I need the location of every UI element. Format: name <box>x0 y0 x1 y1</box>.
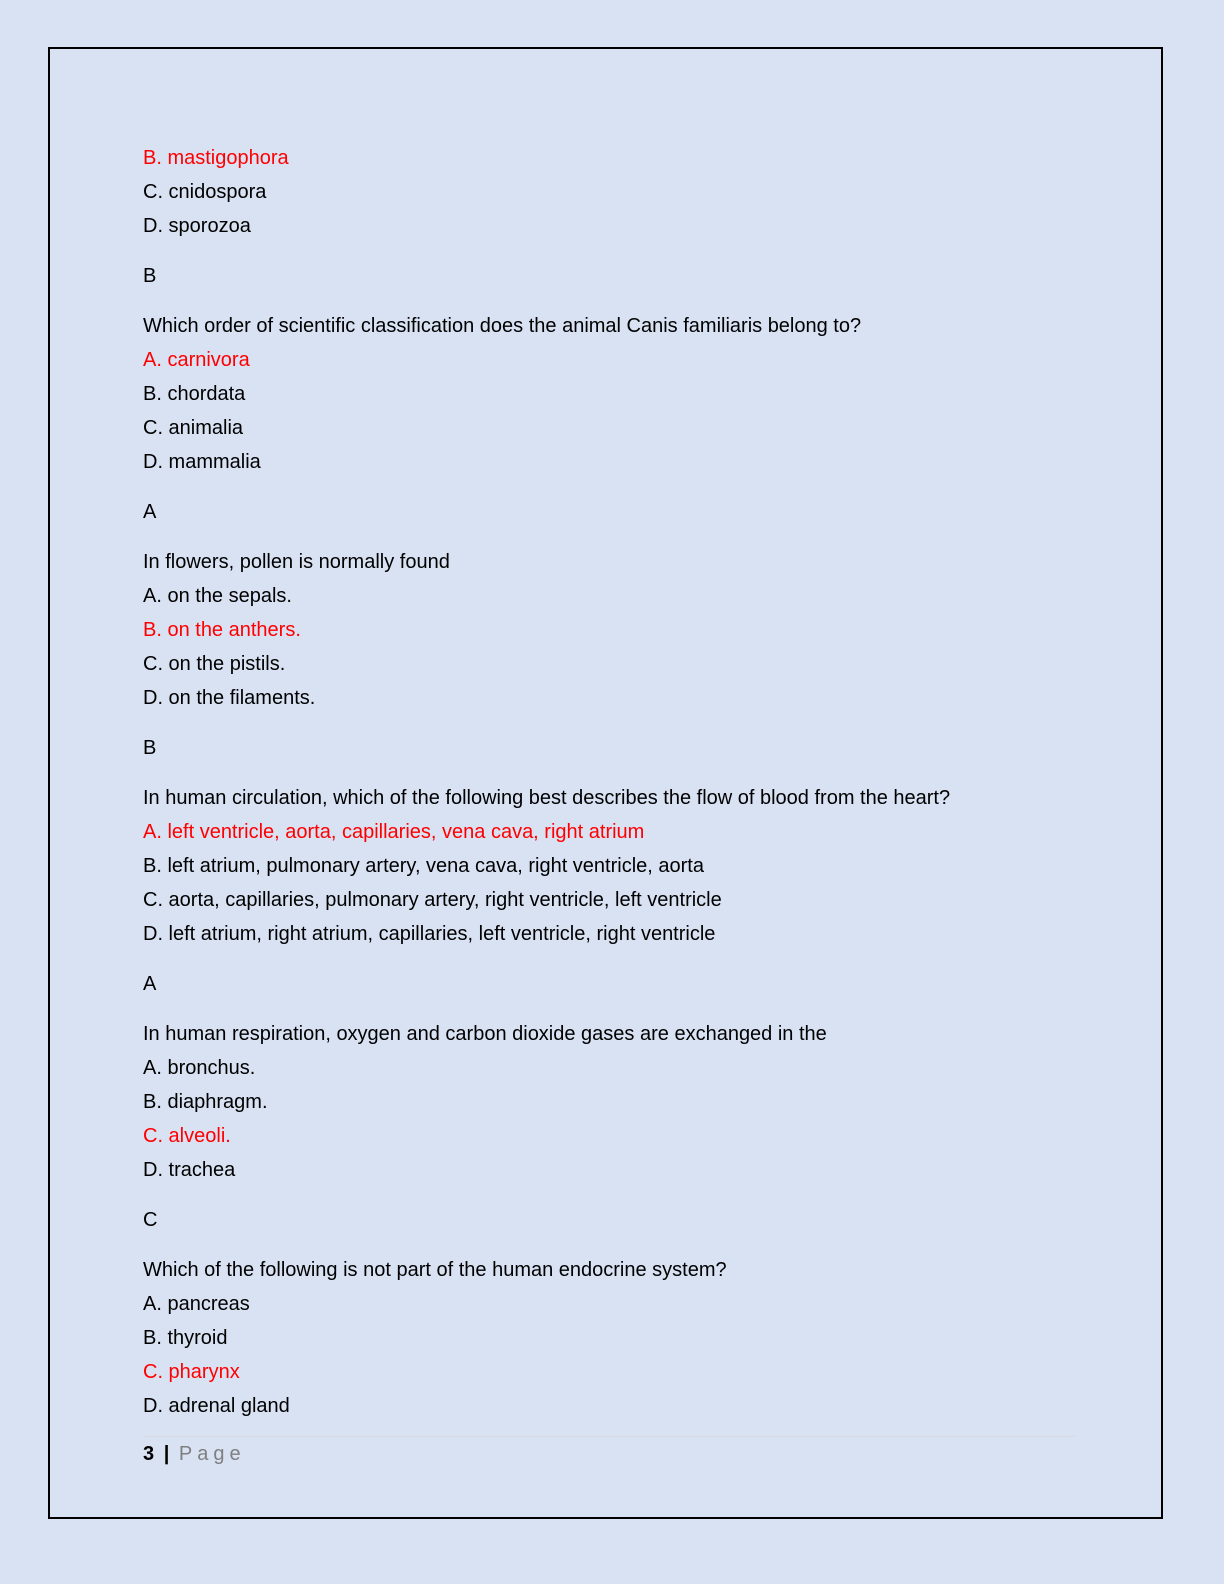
correct-option: C. pharynx <box>143 1361 240 1383</box>
page-label: Page <box>178 1443 246 1465</box>
question-text: In human respiration, oxygen and carbon dioxide gases are exchanged in the <box>143 1023 827 1045</box>
question-text: Which order of scientific classification does the animal Canis familiaris belong to? <box>143 315 862 337</box>
answer-option: B. thyroid <box>143 1327 228 1349</box>
answer-option: D. on the filaments. <box>143 687 316 709</box>
answer-option: B. left atrium, pulmonary artery, vena cava, right ventricle, aorta <box>143 855 704 877</box>
answer-option: A. pancreas <box>143 1293 250 1315</box>
answer-option: D. adrenal gland <box>143 1395 290 1417</box>
question-text: In human circulation, which of the following best describes the flow of blood from the heart? <box>143 787 951 809</box>
question-block <box>143 1020 1078 1256</box>
question-block <box>143 1256 1078 1426</box>
footer-separator: | <box>163 1443 170 1465</box>
answer-option: B. diaphragm. <box>143 1091 268 1113</box>
answer-option: D. sporozoa <box>143 215 251 237</box>
correct-option: B. on the anthers. <box>143 619 301 641</box>
page-number: 3 <box>143 1443 155 1465</box>
answer-key: C <box>143 1209 158 1231</box>
answer-option: C. cnidospora <box>143 181 267 203</box>
quiz-content <box>143 144 1078 1426</box>
answer-option: A. on the sepals. <box>143 585 292 607</box>
answer-option: C. animalia <box>143 417 244 439</box>
answer-option: D. mammalia <box>143 451 261 473</box>
answer-option: C. aorta, capillaries, pulmonary artery, right ventricle, left ventricle <box>143 889 722 911</box>
answer-option: A. bronchus. <box>143 1057 256 1079</box>
answer-option: C. on the pistils. <box>143 653 286 675</box>
question-text: In flowers, pollen is normally found <box>143 551 450 573</box>
answer-key: B <box>143 737 157 759</box>
question-block <box>143 784 1078 1020</box>
correct-option: C. alveoli. <box>143 1125 231 1147</box>
answer-key: B <box>143 265 157 287</box>
question-block <box>143 312 1078 548</box>
answer-option: D. left atrium, right atrium, capillaries, left ventricle, right ventricle <box>143 923 716 945</box>
page-footer <box>143 1440 246 1468</box>
answer-option: D. trachea <box>143 1159 236 1181</box>
question-block <box>143 144 1078 312</box>
question-text: Which of the following is not part of the human endocrine system? <box>143 1259 727 1281</box>
footer-divider <box>143 1436 1075 1437</box>
correct-option: A. carnivora <box>143 349 250 371</box>
correct-option: A. left ventricle, aorta, capillaries, vena cava, right atrium <box>143 821 645 843</box>
answer-option: B. chordata <box>143 383 246 405</box>
question-block <box>143 548 1078 784</box>
answer-key: A <box>143 973 157 995</box>
answer-key: A <box>143 501 157 523</box>
correct-option: B. mastigophora <box>143 147 289 169</box>
